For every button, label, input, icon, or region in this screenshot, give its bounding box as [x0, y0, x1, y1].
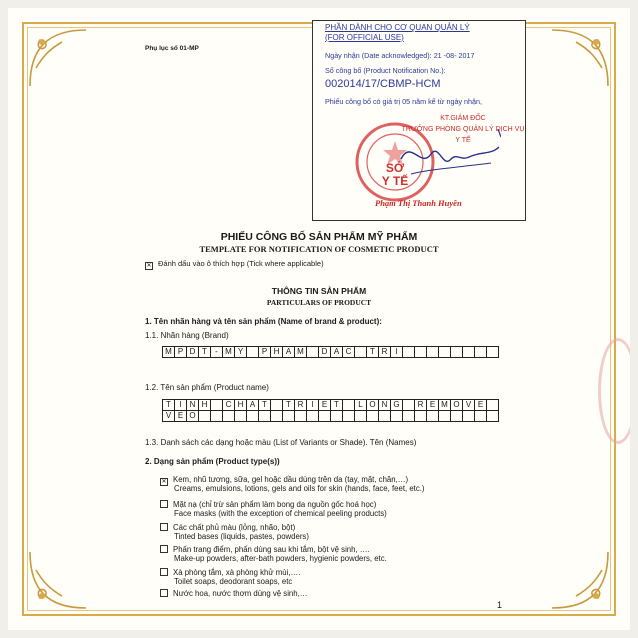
variants-label: 1.3. Danh sách các dạng hoặc màu (List of Variants or Shade). Tên (Names): [145, 438, 417, 447]
grid-cell: P: [175, 347, 187, 358]
grid-cell: [439, 411, 451, 422]
grid-cell: [235, 411, 247, 422]
grid-cell: E: [175, 411, 187, 422]
grid-cell: [355, 411, 367, 422]
grid-cell: [343, 411, 355, 422]
grid-cell: [379, 411, 391, 422]
grid-cell: E: [427, 400, 439, 411]
signature-icon: [391, 129, 501, 189]
grid-cell: M: [439, 400, 451, 411]
info-title-vi: THÔNG TIN SẢN PHẨM: [271, 286, 367, 296]
date-value: 21 -08- 2017: [433, 51, 475, 60]
grid-cell: T: [331, 400, 343, 411]
page-number: 1: [497, 600, 503, 610]
grid-cell: R: [379, 347, 391, 358]
grid-cell: I: [391, 347, 403, 358]
grid-cell: A: [283, 347, 295, 358]
grid-cell: [451, 347, 463, 358]
grid-cell: [403, 411, 415, 422]
product-type-en: Tinted bases (liquids, pastes, powders): [174, 532, 309, 541]
grid-cell: P: [259, 347, 271, 358]
grid-cell: D: [187, 347, 199, 358]
director-line1: KT.GIÁM ĐỐC: [440, 115, 486, 122]
grid-cell: Y: [235, 347, 247, 358]
grid-cell: C: [223, 400, 235, 411]
product-type-en: Face masks (with the exception of chemical peeling products): [174, 509, 387, 518]
grid-cell: C: [343, 347, 355, 358]
grid-cell: [367, 411, 379, 422]
grid-cell: A: [331, 347, 343, 358]
side-stamp-icon: [598, 338, 630, 444]
grid-cell: [403, 400, 415, 411]
grid-cell: [331, 411, 343, 422]
official-title-vi: PHẦN DÀNH CHO CƠ QUAN QUẢN LÝ: [325, 23, 470, 32]
product-type-vi: Mặt nạ (chỉ trừ sản phẩm làm bong da nguồn gốc hoá học): [173, 500, 377, 509]
grid-cell: T: [283, 400, 295, 411]
grid-cell: O: [451, 400, 463, 411]
signer-name: Phạm Thị Thanh Huyền: [375, 198, 462, 208]
official-title: [325, 23, 470, 43]
product-type-option[interactable]: [160, 588, 308, 599]
corner-ornament-icon: [550, 550, 610, 610]
grid-cell: [199, 411, 211, 422]
section-1-heading: 1. Tên nhãn hàng và tên sản phẩm (Name of brand & product):: [145, 317, 382, 326]
grid-cell: [427, 347, 439, 358]
grid-cell: I: [307, 400, 319, 411]
info-title-en: PARTICULARS OF PRODUCT: [266, 298, 372, 307]
product-name-grid-row1: [162, 399, 499, 411]
annex-label: Phụ lục số 01-MP: [145, 45, 199, 52]
grid-cell: [355, 347, 367, 358]
product-name-label: 1.2. Tên sản phẩm (Product name): [145, 383, 269, 392]
grid-cell: [211, 411, 223, 422]
grid-cell: H: [271, 347, 283, 358]
checked-box-icon[interactable]: ✕: [161, 479, 167, 485]
tick-note-text: Đánh dấu vào ô thích hợp (Tick where applicable): [158, 259, 324, 268]
grid-cell: O: [187, 411, 199, 422]
grid-cell: L: [355, 400, 367, 411]
corner-ornament-icon: [28, 28, 88, 88]
grid-cell: [463, 347, 475, 358]
document-page: [8, 8, 630, 630]
grid-cell: [403, 347, 415, 358]
date-label: Ngày nhận (Date acknowledged):: [325, 51, 432, 60]
grid-cell: [307, 411, 319, 422]
product-type-vi: Các chất phủ màu (lỏng, nhão, bột): [173, 523, 296, 532]
grid-cell: [211, 400, 223, 411]
grid-cell: [247, 411, 259, 422]
product-type-en: Toilet soaps, deodorant soaps, etc: [174, 577, 293, 586]
grid-cell: -: [211, 347, 223, 358]
corner-ornament-icon: [550, 28, 610, 88]
grid-cell: [427, 411, 439, 422]
grid-cell: [439, 347, 451, 358]
product-name-grid-row2: [162, 411, 499, 422]
official-use-box: [312, 20, 526, 221]
grid-cell: [271, 411, 283, 422]
grid-cell: H: [199, 400, 211, 411]
product-type-en: Creams, emulsions, lotions, gels and oils for skin (hands, face, feet, etc.): [174, 484, 425, 493]
grid-cell: R: [295, 400, 307, 411]
brand-grid: [162, 346, 499, 358]
grid-cell: M: [163, 347, 175, 358]
checkbox-icon[interactable]: [160, 589, 168, 597]
grid-cell: T: [367, 347, 379, 358]
grid-cell: [259, 411, 271, 422]
grid-cell: [271, 400, 283, 411]
grid-cell: E: [475, 400, 487, 411]
grid-cell: D: [319, 347, 331, 358]
grid-cell: [415, 347, 427, 358]
director-line2: TRƯỞNG PHÒNG QUẢN LÝ DỊCH VỤ Y TẾ: [401, 126, 525, 144]
grid-cell: [319, 411, 331, 422]
seal-text-top: SỞ: [385, 161, 405, 175]
grid-cell: V: [463, 400, 475, 411]
grid-cell: [451, 411, 463, 422]
checkbox-icon[interactable]: [160, 523, 168, 531]
product-type-vi: Kem, nhũ tương, sữa, gel hoặc dầu dùng trên da (tay, mặt, chân,…): [173, 475, 409, 484]
product-type-vi: Phấn trang điểm, phấn dùng sau khi tắm, bột vệ sinh, ….: [173, 545, 370, 554]
checkbox-icon[interactable]: [160, 545, 168, 553]
grid-cell: T: [259, 400, 271, 411]
grid-cell: [343, 400, 355, 411]
grid-cell: V: [163, 411, 175, 422]
section-2-heading: 2. Dạng sản phẩm (Product type(s)): [145, 457, 280, 466]
seal-text-bottom: Y TẾ: [381, 174, 409, 188]
product-type-en: Make-up powders, after-bath powders, hygienic powders, etc.: [174, 554, 387, 563]
grid-cell: E: [319, 400, 331, 411]
grid-cell: [283, 411, 295, 422]
form-title-en: TEMPLATE FOR NOTIFICATION OF COSMETIC PRODUCT: [199, 244, 439, 254]
grid-cell: R: [415, 400, 427, 411]
grid-cell: [487, 411, 499, 422]
product-type-vi: Nước hoa, nước thơm dùng vệ sinh,…: [173, 589, 308, 598]
grid-cell: M: [295, 347, 307, 358]
product-type-vi: Xà phòng tắm, xà phòng khử mùi,….: [173, 568, 301, 577]
grid-cell: [463, 411, 475, 422]
form-title-vi: PHIẾU CÔNG BỐ SẢN PHẨM MỸ PHẨM: [220, 231, 418, 243]
tick-note: [145, 259, 324, 269]
grid-cell: M: [223, 347, 235, 358]
notification-number-value: 002014/17/CBMP-HCM: [325, 78, 441, 90]
grid-cell: N: [379, 400, 391, 411]
official-title-en: (FOR OFFICIAL USE): [325, 33, 404, 42]
grid-cell: [247, 347, 259, 358]
notification-number-label: Số công bố (Product Notification No.):: [325, 66, 446, 75]
grid-cell: H: [235, 400, 247, 411]
grid-cell: N: [187, 400, 199, 411]
grid-cell: [223, 411, 235, 422]
grid-cell: [487, 347, 499, 358]
checkbox-icon[interactable]: [160, 500, 168, 508]
grid-cell: T: [163, 400, 175, 411]
grid-cell: A: [247, 400, 259, 411]
grid-cell: G: [391, 400, 403, 411]
checkbox-icon[interactable]: [160, 568, 168, 576]
grid-cell: [475, 347, 487, 358]
corner-ornament-icon: [28, 550, 88, 610]
validity-note: Phiếu công bố có giá trị 05 năm kể từ ngày nhận,: [325, 97, 483, 106]
grid-cell: [415, 411, 427, 422]
grid-cell: T: [199, 347, 211, 358]
grid-cell: [475, 411, 487, 422]
tick-box-icon: ✕: [146, 263, 152, 269]
date-acknowledged-row: [325, 51, 474, 60]
grid-cell: [487, 400, 499, 411]
grid-cell: [307, 347, 319, 358]
grid-cell: [391, 411, 403, 422]
grid-cell: O: [367, 400, 379, 411]
grid-cell: I: [175, 400, 187, 411]
brand-label: 1.1. Nhãn hàng (Brand): [145, 331, 229, 340]
grid-cell: [295, 411, 307, 422]
